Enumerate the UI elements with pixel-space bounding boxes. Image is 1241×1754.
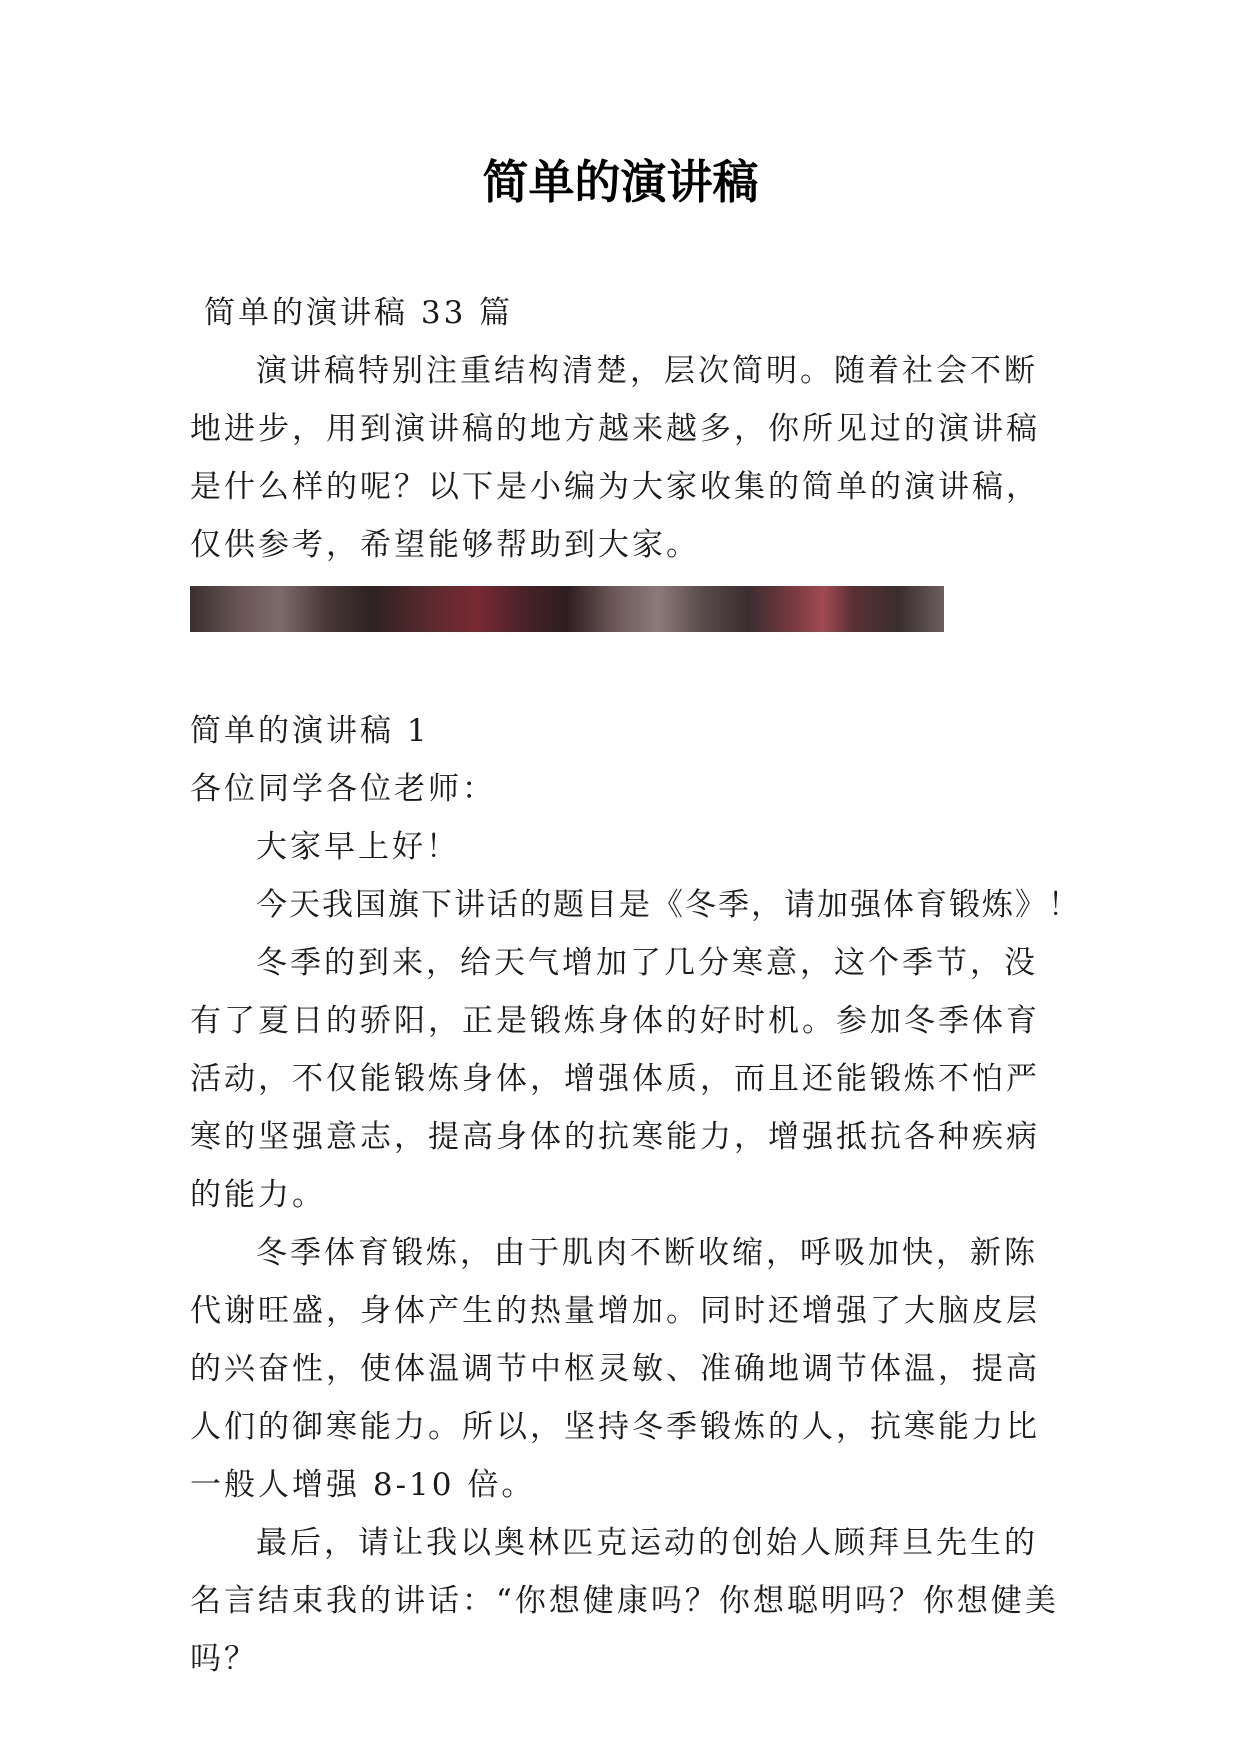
section-heading: 简单的演讲稿 1	[190, 713, 430, 749]
body-paragraph: 冬季的到来，给天气增加了几分寒意，这个季节，没有了夏日的骄阳，正是锻炼身体的好时机。参加冬季体育活动，不仅能锻炼身体，增强体质，而且还能锻炼不怕严寒的坚强意志，提高身体的抗寒能力，增强抵抗各种疾病的能力。	[190, 945, 1040, 1213]
body-paragraph: 最后，请让我以奥林匹克运动的创始人顾拜旦先生的名言结束我的讲话：“你想健康吗？你想聪明吗？你想健美吗？	[190, 1525, 1059, 1677]
intro-paragraph: 演讲稿特别注重结构清楚，层次简明。随着社会不断地进步，用到演讲稿的地方越来越多，你所见过的演讲稿是什么样的呢？以下是小编为大家收集的简单的演讲稿，仅供参考，希望能够帮助到大家。	[190, 353, 1040, 563]
body-paragraph: 今天我国旗下讲话的题目是《冬季，请加强体育锻炼》！	[256, 887, 1081, 923]
body-paragraph: 冬季体育锻炼，由于肌肉不断收缩，呼吸加快，新陈代谢旺盛，身体产生的热量增加。同时还增强了大脑皮层的兴奋性，使体温调节中枢灵敏、准确地调节体温，提高人们的御寒能力。所以，坚持冬季锻炼的人，抗寒能力比一般人增强 8-10 倍。	[190, 1235, 1040, 1503]
salutation: 各位同学各位老师：	[190, 771, 496, 807]
body-paragraph: 大家早上好！	[256, 829, 460, 865]
document-body	[190, 284, 1081, 1688]
banner-image	[190, 586, 944, 632]
document-subtitle: 简单的演讲稿 33 篇	[204, 295, 514, 331]
document-title: 简单的演讲稿	[482, 155, 759, 209]
